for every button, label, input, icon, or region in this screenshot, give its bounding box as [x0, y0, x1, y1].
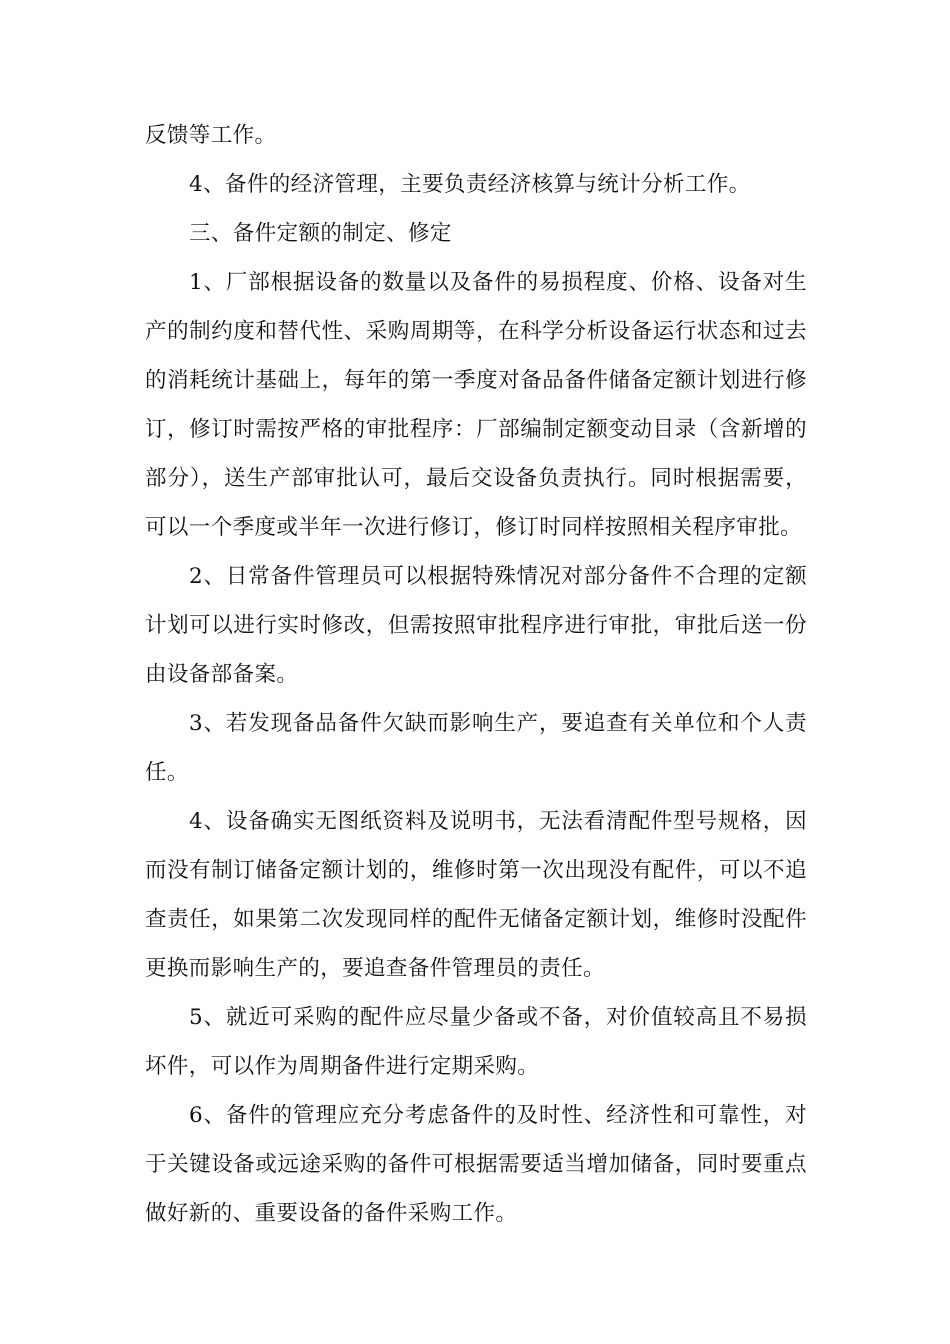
- paragraph-item-4: 4、设备确实无图纸资料及说明书，无法看清配件型号规格，因而没有制订储备定额计划的，维修时第一次出现没有配件，可以不追查责任，如果第二次发现同样的配件无储备定额计划，维修时没配件更换而影响生产的，要追查备件管理员的责任。: [145, 809, 807, 981]
- paragraph-item-6: 6、备件的管理应充分考虑备件的及时性、经济性和可靠性，对于关键设备或远途采购的备件可根据需要适当增加储备，同时要重点做好新的、重要设备的备件采购工作。: [145, 1103, 807, 1226]
- paragraph-item-5: 5、就近可采购的配件应尽量少备或不备，对价值较高且不易损坏件，可以作为周期备件进行定期采购。: [145, 1005, 807, 1079]
- paragraph-item-4-economic-management: 4、备件的经济管理，主要负责经济核算与统计分析工作。: [189, 172, 751, 197]
- paragraph-item-1: 1、厂部根据设备的数量以及备件的易损程度、价格、设备对生产的制约度和替代性、采购周期等，在科学分析设备运行状态和过去的消耗统计基础上，每年的第一季度对备品备件储备定额计划进行修订，修订时需按严格的审批程序：厂部编制定额变动目录（含新增的部分），送生产部审批认可，最后交设备负责执行。同时根据需要，可以一个季度或半年一次进行修订，修订时同样按照相关程序审批。: [145, 270, 807, 540]
- paragraph-item-3: 3、若发现备品备件欠缺而影响生产，要追查有关单位和个人责任。: [145, 711, 807, 785]
- paragraph-continuation: 反馈等工作。: [145, 123, 277, 148]
- section-heading-quota: 三、备件定额的制定、修定: [189, 221, 452, 246]
- paragraph-item-2: 2、日常备件管理员可以根据特殊情况对部分备件不合理的定额计划可以进行实时修改，但需按照审批程序进行审批，审批后送一份由设备部备案。: [145, 564, 807, 687]
- document-body: [145, 111, 807, 1238]
